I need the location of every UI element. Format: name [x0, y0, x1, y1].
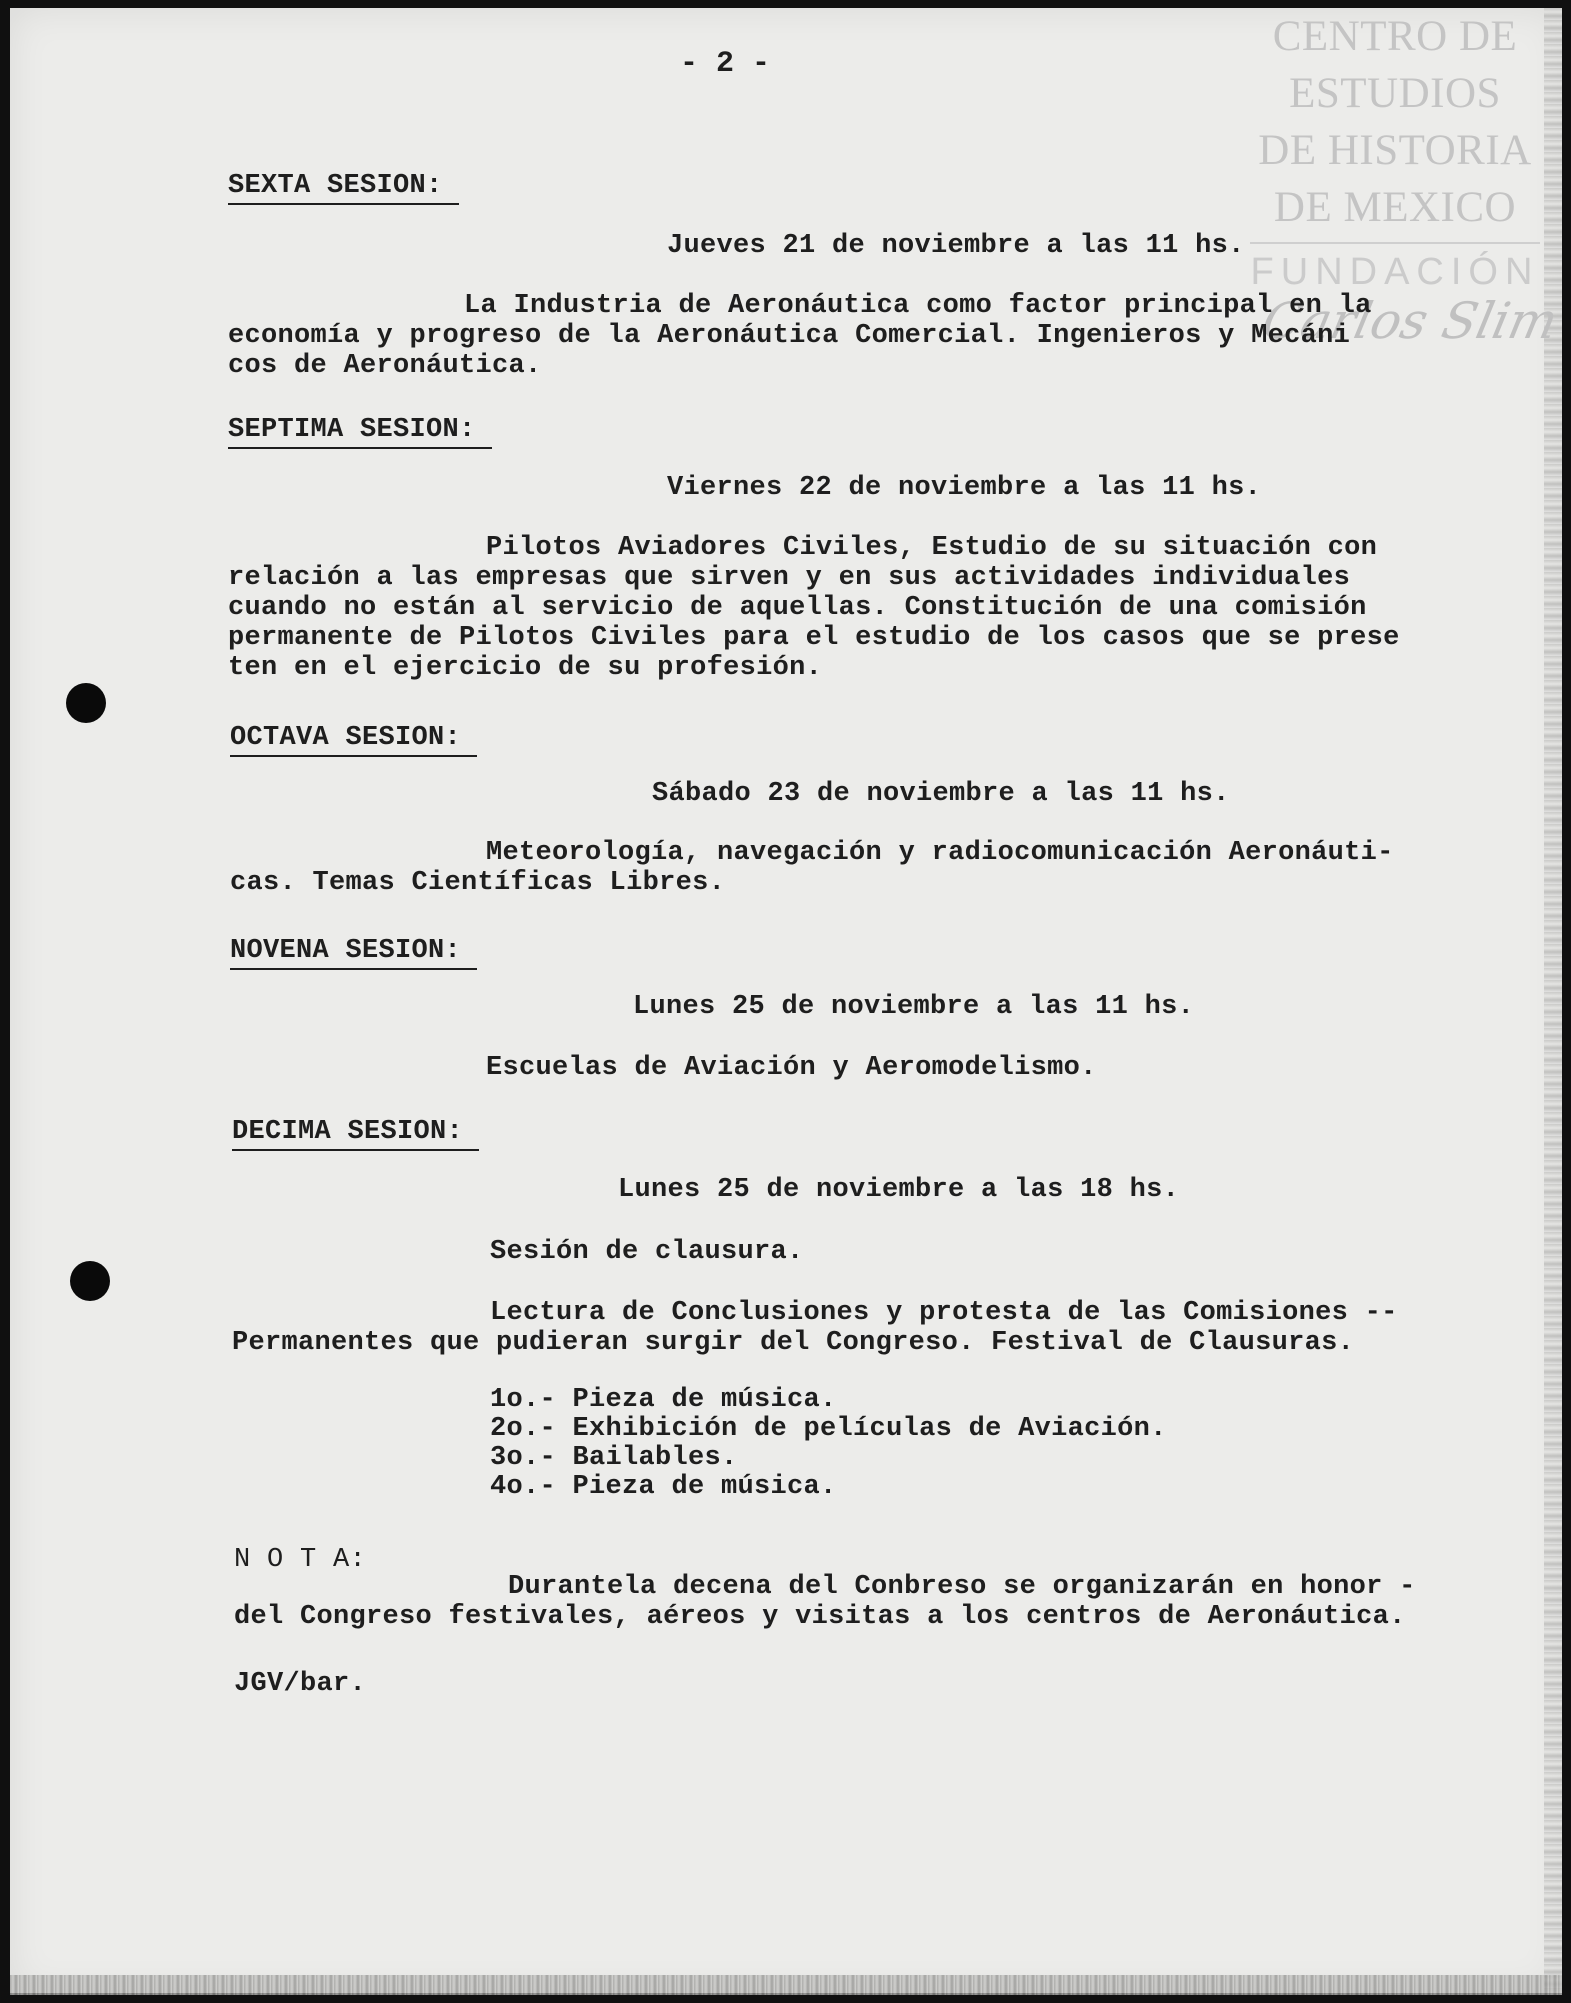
session-heading: SEXTA SESION:: [228, 170, 459, 205]
punch-hole-lower: [70, 1261, 110, 1301]
session-heading: SEPTIMA SESION:: [228, 414, 492, 449]
watermark-line: DE MEXICO: [1273, 184, 1517, 231]
watermark-line: CENTRO DE: [1272, 13, 1518, 60]
page-number: - 2 -: [680, 47, 771, 81]
text-line: Meteorología, navegación y radiocomunicación Aeronáuti-: [486, 838, 1394, 868]
list-item: 3o.- Bailables.: [490, 1443, 738, 1473]
text-line: Pilotos Aviadores Civiles, Estudio de su situación con: [486, 533, 1378, 563]
note-text: [234, 1572, 1416, 1632]
list-item: 1o.- Pieza de música.: [490, 1385, 837, 1415]
text-line: cos de Aeronáutica.: [228, 351, 542, 381]
session-heading: OCTAVA SESION:: [230, 722, 477, 757]
session-date: Sábado 23 de noviembre a las 11 hs.: [652, 779, 1230, 809]
list-item: 4o.- Pieza de música.: [490, 1472, 837, 1502]
typist-initials: JGV/bar.: [234, 1669, 367, 1699]
watermark-divider: [1250, 242, 1540, 244]
closing-program-list: [490, 1386, 1167, 1502]
session-description: [228, 291, 1372, 381]
session-description: [230, 838, 1394, 898]
text-line: Durantela decena del Conbreso se organizarán en honor -: [508, 1572, 1416, 1602]
session-description: Sesión de clausura.: [490, 1237, 804, 1267]
text-line: cas. Temas Científicas Libres.: [230, 868, 726, 898]
session-description: [232, 1298, 1398, 1358]
text-line: Permanentes que pudieran surgir del Congreso. Festival de Clausuras.: [232, 1328, 1355, 1358]
text-line: relación a las empresas que sirven y en sus actividades individuales: [228, 563, 1351, 593]
text-line: cuando no están al servicio de aquellas. Constitución de una comisión: [228, 593, 1367, 623]
session-description: Escuelas de Aviación y Aeromodelismo.: [486, 1053, 1097, 1083]
session-date: Lunes 25 de noviembre a las 11 hs.: [633, 992, 1195, 1022]
punch-hole-upper: [66, 683, 106, 723]
session-date: Jueves 21 de noviembre a las 11 hs.: [667, 231, 1245, 261]
text-line: ten en el ejercicio de su profesión.: [228, 653, 823, 683]
session-heading: NOVENA SESION:: [230, 935, 477, 970]
watermark-fundacion: FUNDACIÓN: [1250, 251, 1540, 293]
list-item: 2o.- Exhibición de películas de Aviación.: [490, 1414, 1167, 1444]
session-date: Lunes 25 de noviembre a las 18 hs.: [618, 1175, 1180, 1205]
text-line: Lectura de Conclusiones y protesta de las Comisiones --: [490, 1298, 1398, 1328]
session-date: Viernes 22 de noviembre a las 11 hs.: [667, 473, 1262, 503]
text-line: La Industria de Aeronáutica como factor principal en la: [464, 291, 1372, 321]
text-line: del Congreso festivales, aéreos y visitas a los centros de Aeronáutica.: [234, 1602, 1406, 1632]
note-label: N O T A:: [234, 1545, 367, 1575]
session-description: [228, 533, 1400, 683]
watermark-line: ESTUDIOS: [1289, 70, 1501, 117]
text-line: economía y progreso de la Aeronáutica Comercial. Ingenieros y Mecáni: [228, 321, 1351, 351]
watermark-signature: Carlos Slim: [1257, 292, 1563, 350]
watermark-line: DE HISTORIA: [1258, 127, 1532, 174]
scanned-bottom-edge: [10, 1975, 1562, 1995]
text-line: permanente de Pilotos Civiles para el estudio de los casos que se prese: [228, 623, 1400, 653]
session-heading: DECIMA SESION:: [232, 1116, 479, 1151]
